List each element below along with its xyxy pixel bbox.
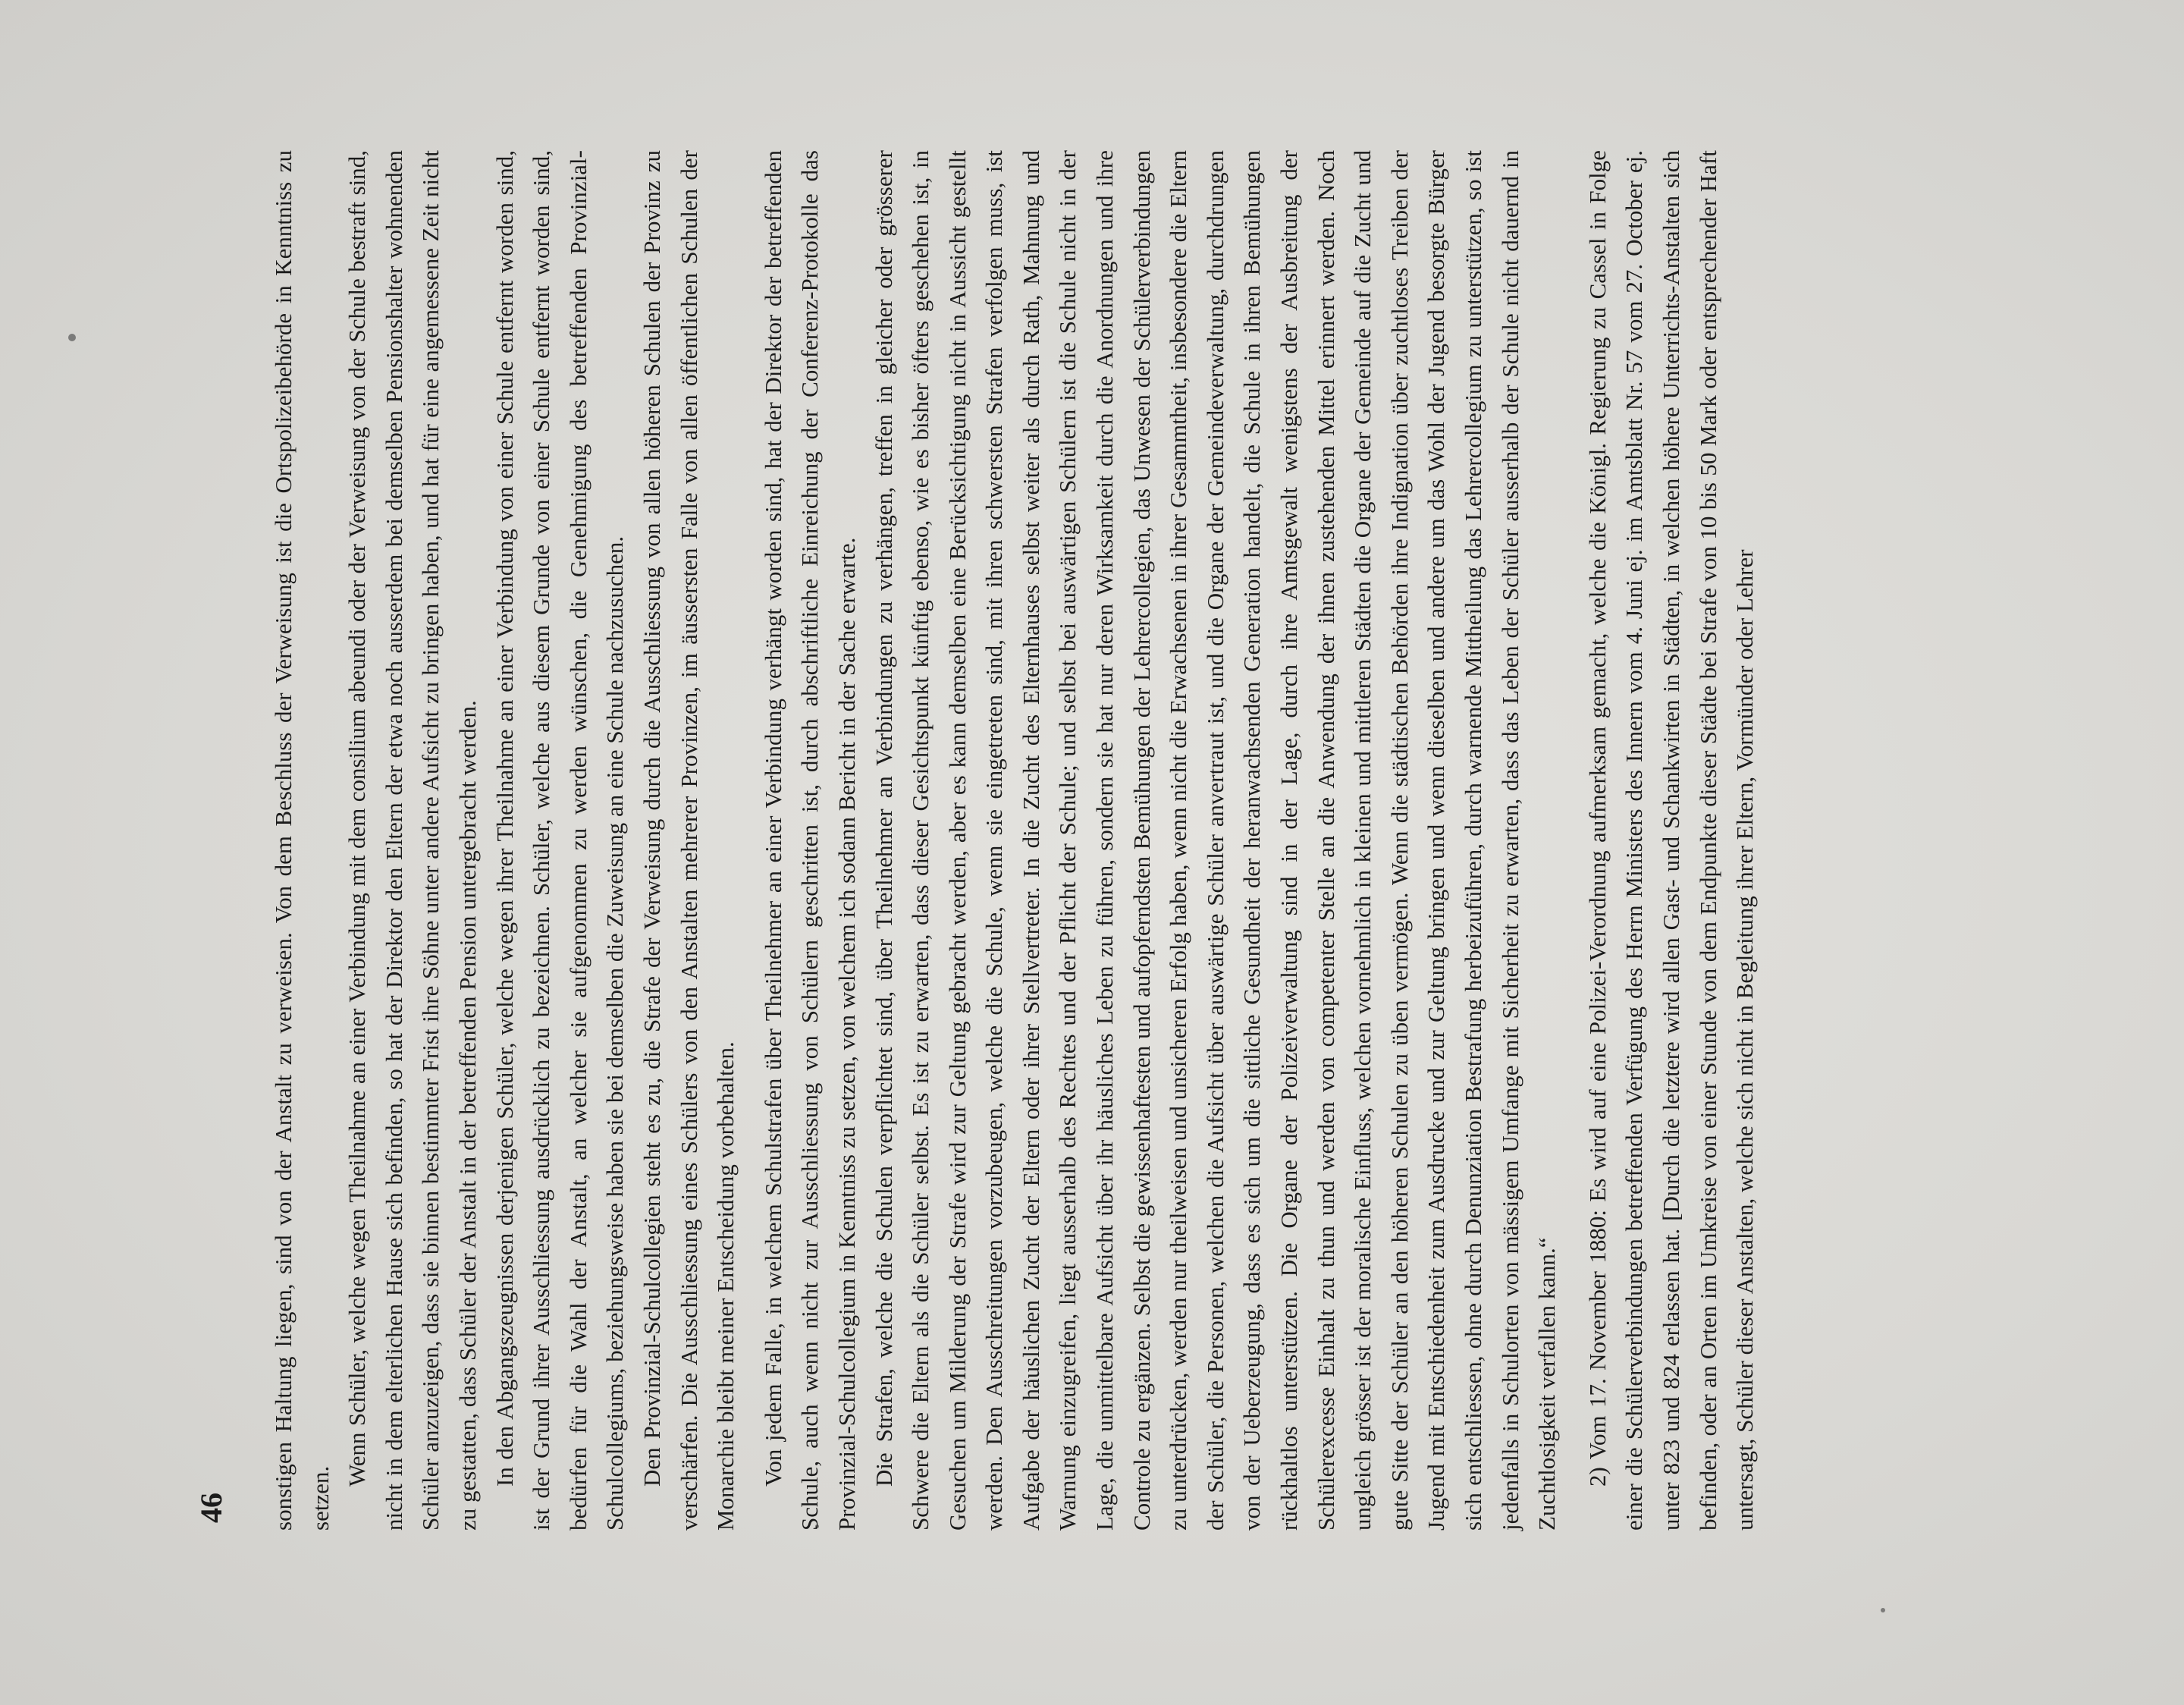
paragraph-numbered: 2) Vom 17. November 1880: Es wird auf eine Polizei-Verordnung aufmerksam gemacht, welche die Königl. Regierung zu Cassel in Folge einer die Schülerverbindungen betreffenden Verfügung des Herrn Ministers des Innern vom 4. Juni ej. im Amtsblatt Nr. 57 vom 27. October ej. unter 823 und 824 erlassen hat. [Durch die letztere wird allen Gast- und Schankwirten in Städten, in welchen höhere Unterrichts-Anstalten sich befinden, oder an Orten im Umkreise von einer Stunde von dem Endpunkte dieser Städte bei Strafe von 10 bis 50 Mark oder entsprechender Haft untersagt, Schüler dieser Anstalten, welche sich nicht in Begleitung ihrer Eltern, Vormünder oder Lehrer (1583, 150, 1759, 1531)
paragraph: Den Provinzial-Schulcollegien steht es zu, die Strafe der Verweisung durch die Ausschliessung von allen höheren Schulen der Provinz zu verschärfen. Die Ausschliessung eines Schülers von den Anstalten mehrerer Provinzen, im äussersten Falle von allen öffentlichen Schulen der Monarchie bleibt meiner Entscheidung vorbehalten. (638, 150, 739, 1531)
paragraph: In den Abgangszeugnissen derjenigen Schüler, welche wegen ihrer Theilnahme an einer Verbindung von einer Schule entfernt worden sind, ist der Grund ihrer Ausschliessung ausdrücklich zu bezeichnen. Schüler, welche aus diesem Grunde von einer Schule entfernt worden sind, bedürfen für die Wahl der Anstalt, an welcher sie aufgenommen zu werden wünschen, die Genehmigung des betreffenden Provinzial-Schulcollegiums, beziehungsweise haben sie bei demselben die Zuweisung an eine Schule nachzusuchen. (491, 150, 629, 1531)
paragraph: Wenn Schüler, welche wegen Theilnahme an einer Verbindung mit dem consilium abeundi oder der Verweisung von der Schule bestraft sind, nicht in dem elterlichen Hause sich befinden, so hat der Direktor den Eltern der etwa noch ausserdem bei demselben Pensionshalter wohnenden Schüler anzuzeigen, dass sie binnen bestimmter Frist ihre Söhne unter andere Aufsicht zu bringen haben, und hat für eine angemessene Zeit nicht zu gestatten, dass Schüler der Anstalt in der betreffenden Pension untergebracht werden. (344, 150, 481, 1531)
paragraph: Die Strafen, welche die Schulen verpflichtet sind, über Theilnehmer an Verbindungen zu verhängen, treffen in gleicher oder grösserer Schwere die Eltern als die Schüler selbst. Es ist zu erwarten, dass dieser Gesichtspunkt künftig ebenso, wie es bisher öfters geschehen ist, in Gesuchen um Milderung der Strafe wird zur Geltung gebracht werden, aber es kann demselben eine Berücksichtigung nicht in Aussicht gestellt werden. Den Ausschreitungen vorzubeugen, welche die Schule, wenn sie eingetreten sind, mit ihren schwersten Strafen verfolgen muss, ist Aufgabe der häuslichen Zucht der Eltern oder ihrer Stellvertreter. In die Zucht des Elternhauses selbst weiter als durch Rath, Mahnung und Warnung einzugreifen, liegt ausserhalb des Rechtes und der Pflicht der Schule; und selbst bei auswärtigen Schülern ist die Schule nicht in der Lage, die unmittelbare Aufsicht über ihr häusliches Leben zu führen, sondern sie hat nur deren Wirksamkeit durch die Anordnungen und ihre Controle zu ergänzen. Selbst die gewissenhaftesten und aufopferndsten Bemühungen der Lehrercollegien, das Unwesen der Schülerverbindungen zu unterdrücken, werden nur theilweisen und unsicheren Erfolg haben, wenn nicht die Erwachsenen in ihrer Gesammtheit, insbesondere die Eltern der Schüler, die Personen, welchen die Aufsicht über auswärtige Schüler anvertraut ist, und die Organe der Gemeindeverwaltung, durchdrungen von der Ueberzeugung, dass es sich um die sittliche Gesundheit der heranwachsenden Generation handelt, die Schule in ihren Bemühungen rückhaltlos unterstützen. Die Organe der Polizeiverwaltung sind in der Lage, durch ihre Amtsgewalt wenigstens der Ausbreitung der Schülerexcesse Einhalt zu thun und werden von competenter Stelle an die Anwendung der ihnen zustehenden Mittel erinnert werden. Noch ungleich grösser ist der moralische Einfluss, welchen vornehmlich in kleinen und mittleren Städten die Organe der Gemeinde auf die Zucht und gute Sitte der Schüler an den höheren Schulen zu üben vermögen. Wenn die städtischen Behörden ihre Indignation über zuchtloses Treiben der Jugend mit Entschiedenheit zum Ausdrucke und zur Geltung bringen und wenn dieselben und andere um das Wohl der Jugend besorgte Bürger sich entschliessen, ohne durch Denunziation Bestrafung herbeizuführen, durch warnende Mittheilung das Lehrercollegium zu unterstützen, so ist jedenfalls in Schulorten von mässigem Umfange mit Sicherheit zu erwarten, dass das Leben der Schüler ausserhalb der Schule nicht dauernd in Zuchtlosigkeit verfallen kann.“ (870, 150, 1561, 1531)
paragraph: Von jedem Falle, in welchem Schulstrafen über Theilnehmer an einer Verbindung verhängt worden sind, hat der Direktor der betreffenden Schule, auch wenn nicht zur Ausschliessung von Schülern geschritten ist, durch abschriftliche Einreichung der Conferenz-Protokolle das Provinzial-Schulcollegium in Kenntniss zu setzen, von welchem ich sodann Bericht in der Sache erwarte. (759, 150, 860, 1531)
paragraph-continuation: sonstigen Haltung liegen, sind von der Anstalt zu verweisen. Von dem Beschluss der Verweisung ist die Ortspolizeibehörde in Kenntniss zu setzen. (270, 150, 334, 1531)
body-text (265, 150, 1764, 1531)
page-number: 46 (194, 1493, 228, 1523)
